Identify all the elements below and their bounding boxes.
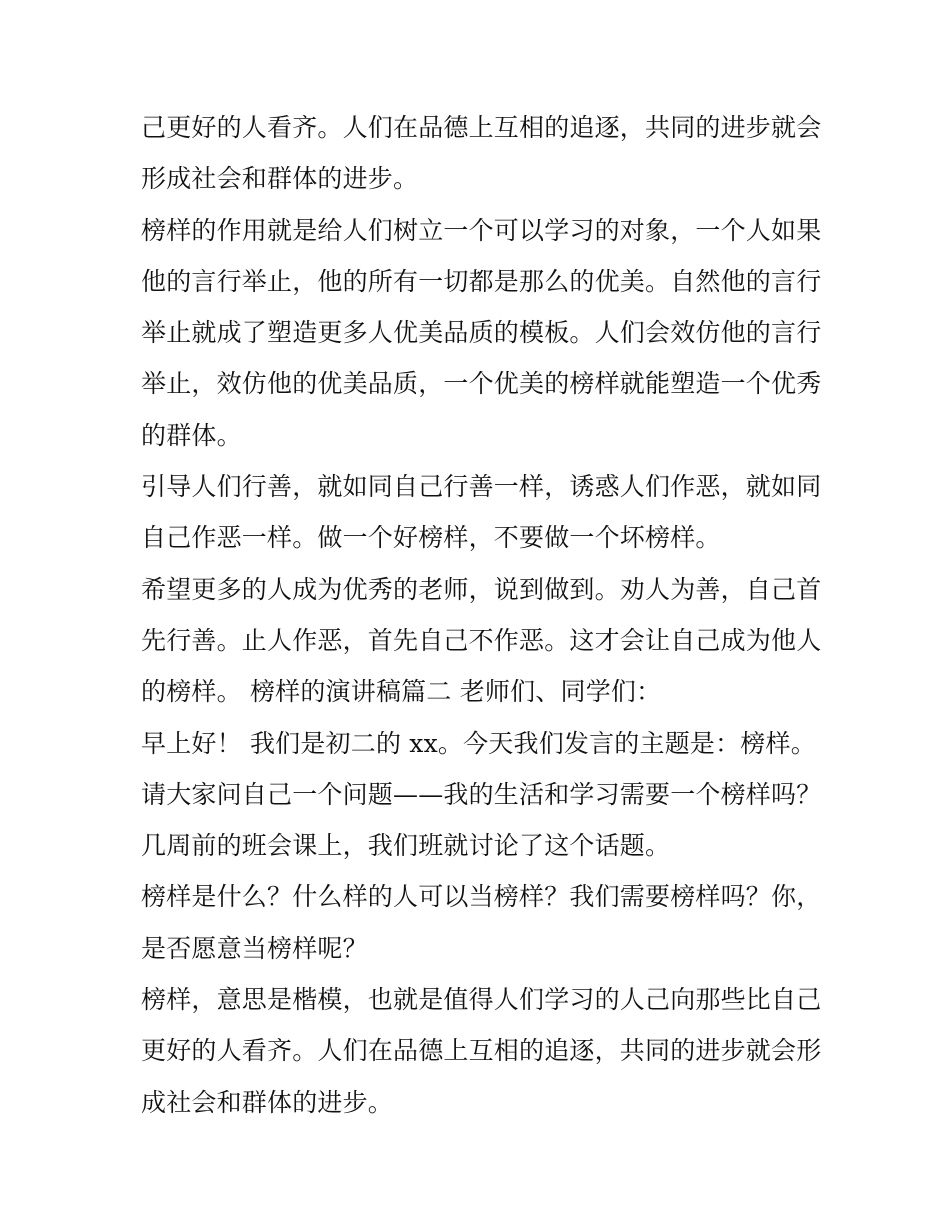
text-line: 的群体。: [141, 420, 242, 450]
text-line: 请大家问自己一个问题——我的生活和学习需要一个榜样吗？: [141, 779, 822, 809]
text-line: 举止就成了塑造更多人优美品质的模板。人们会效仿他的言行: [141, 318, 822, 348]
text-line: 是否愿意当榜样呢？: [141, 933, 368, 963]
text-line: 自己作恶一样。做一个好榜样，不要做一个坏榜样。: [141, 523, 721, 553]
text-line: 更好的人看齐。人们在品德上互相的追逐，共同的进步就会形: [141, 1036, 822, 1066]
text-line: 榜样是什么？什么样的人可以当榜样？我们需要榜样吗？你，: [141, 882, 822, 912]
text-line: 榜样的作用就是给人们树立一个可以学习的对象，一个人如果: [141, 215, 822, 245]
text-line: 的榜样。 榜样的演讲稿篇二 老师们、同学们：: [141, 677, 662, 707]
text-line: 希望更多的人成为优秀的老师，说到做到。劝人为善，自己首: [141, 574, 822, 604]
text-line: 早上好！ 我们是初二的 xx。今天我们发言的主题是：榜样。: [141, 728, 816, 758]
text-line: 成社会和群体的进步。: [141, 1087, 394, 1117]
body-text: [141, 102, 821, 1128]
text-line: 举止，效仿他的优美品质，一个优美的榜样就能塑造一个优秀: [141, 369, 822, 399]
text-line: 几周前的班会课上，我们班就讨论了这个话题。: [141, 831, 671, 861]
text-line: 己更好的人看齐。人们在品德上互相的追逐，共同的进步就会: [141, 113, 822, 142]
text-line: 先行善。止人作恶，首先自己不作恶。这才会让自己成为他人: [141, 625, 822, 655]
text-line: 榜样，意思是楷模，也就是值得人们学习的人己向那些比自己: [141, 985, 822, 1015]
text-line: 形成社会和群体的进步。: [141, 164, 419, 194]
text-line: 他的言行举止，他的所有一切都是那么的优美。自然他的言行: [141, 266, 822, 296]
text-line: 引导人们行善，就如同自己行善一样，诱惑人们作恶，就如同: [141, 472, 822, 502]
